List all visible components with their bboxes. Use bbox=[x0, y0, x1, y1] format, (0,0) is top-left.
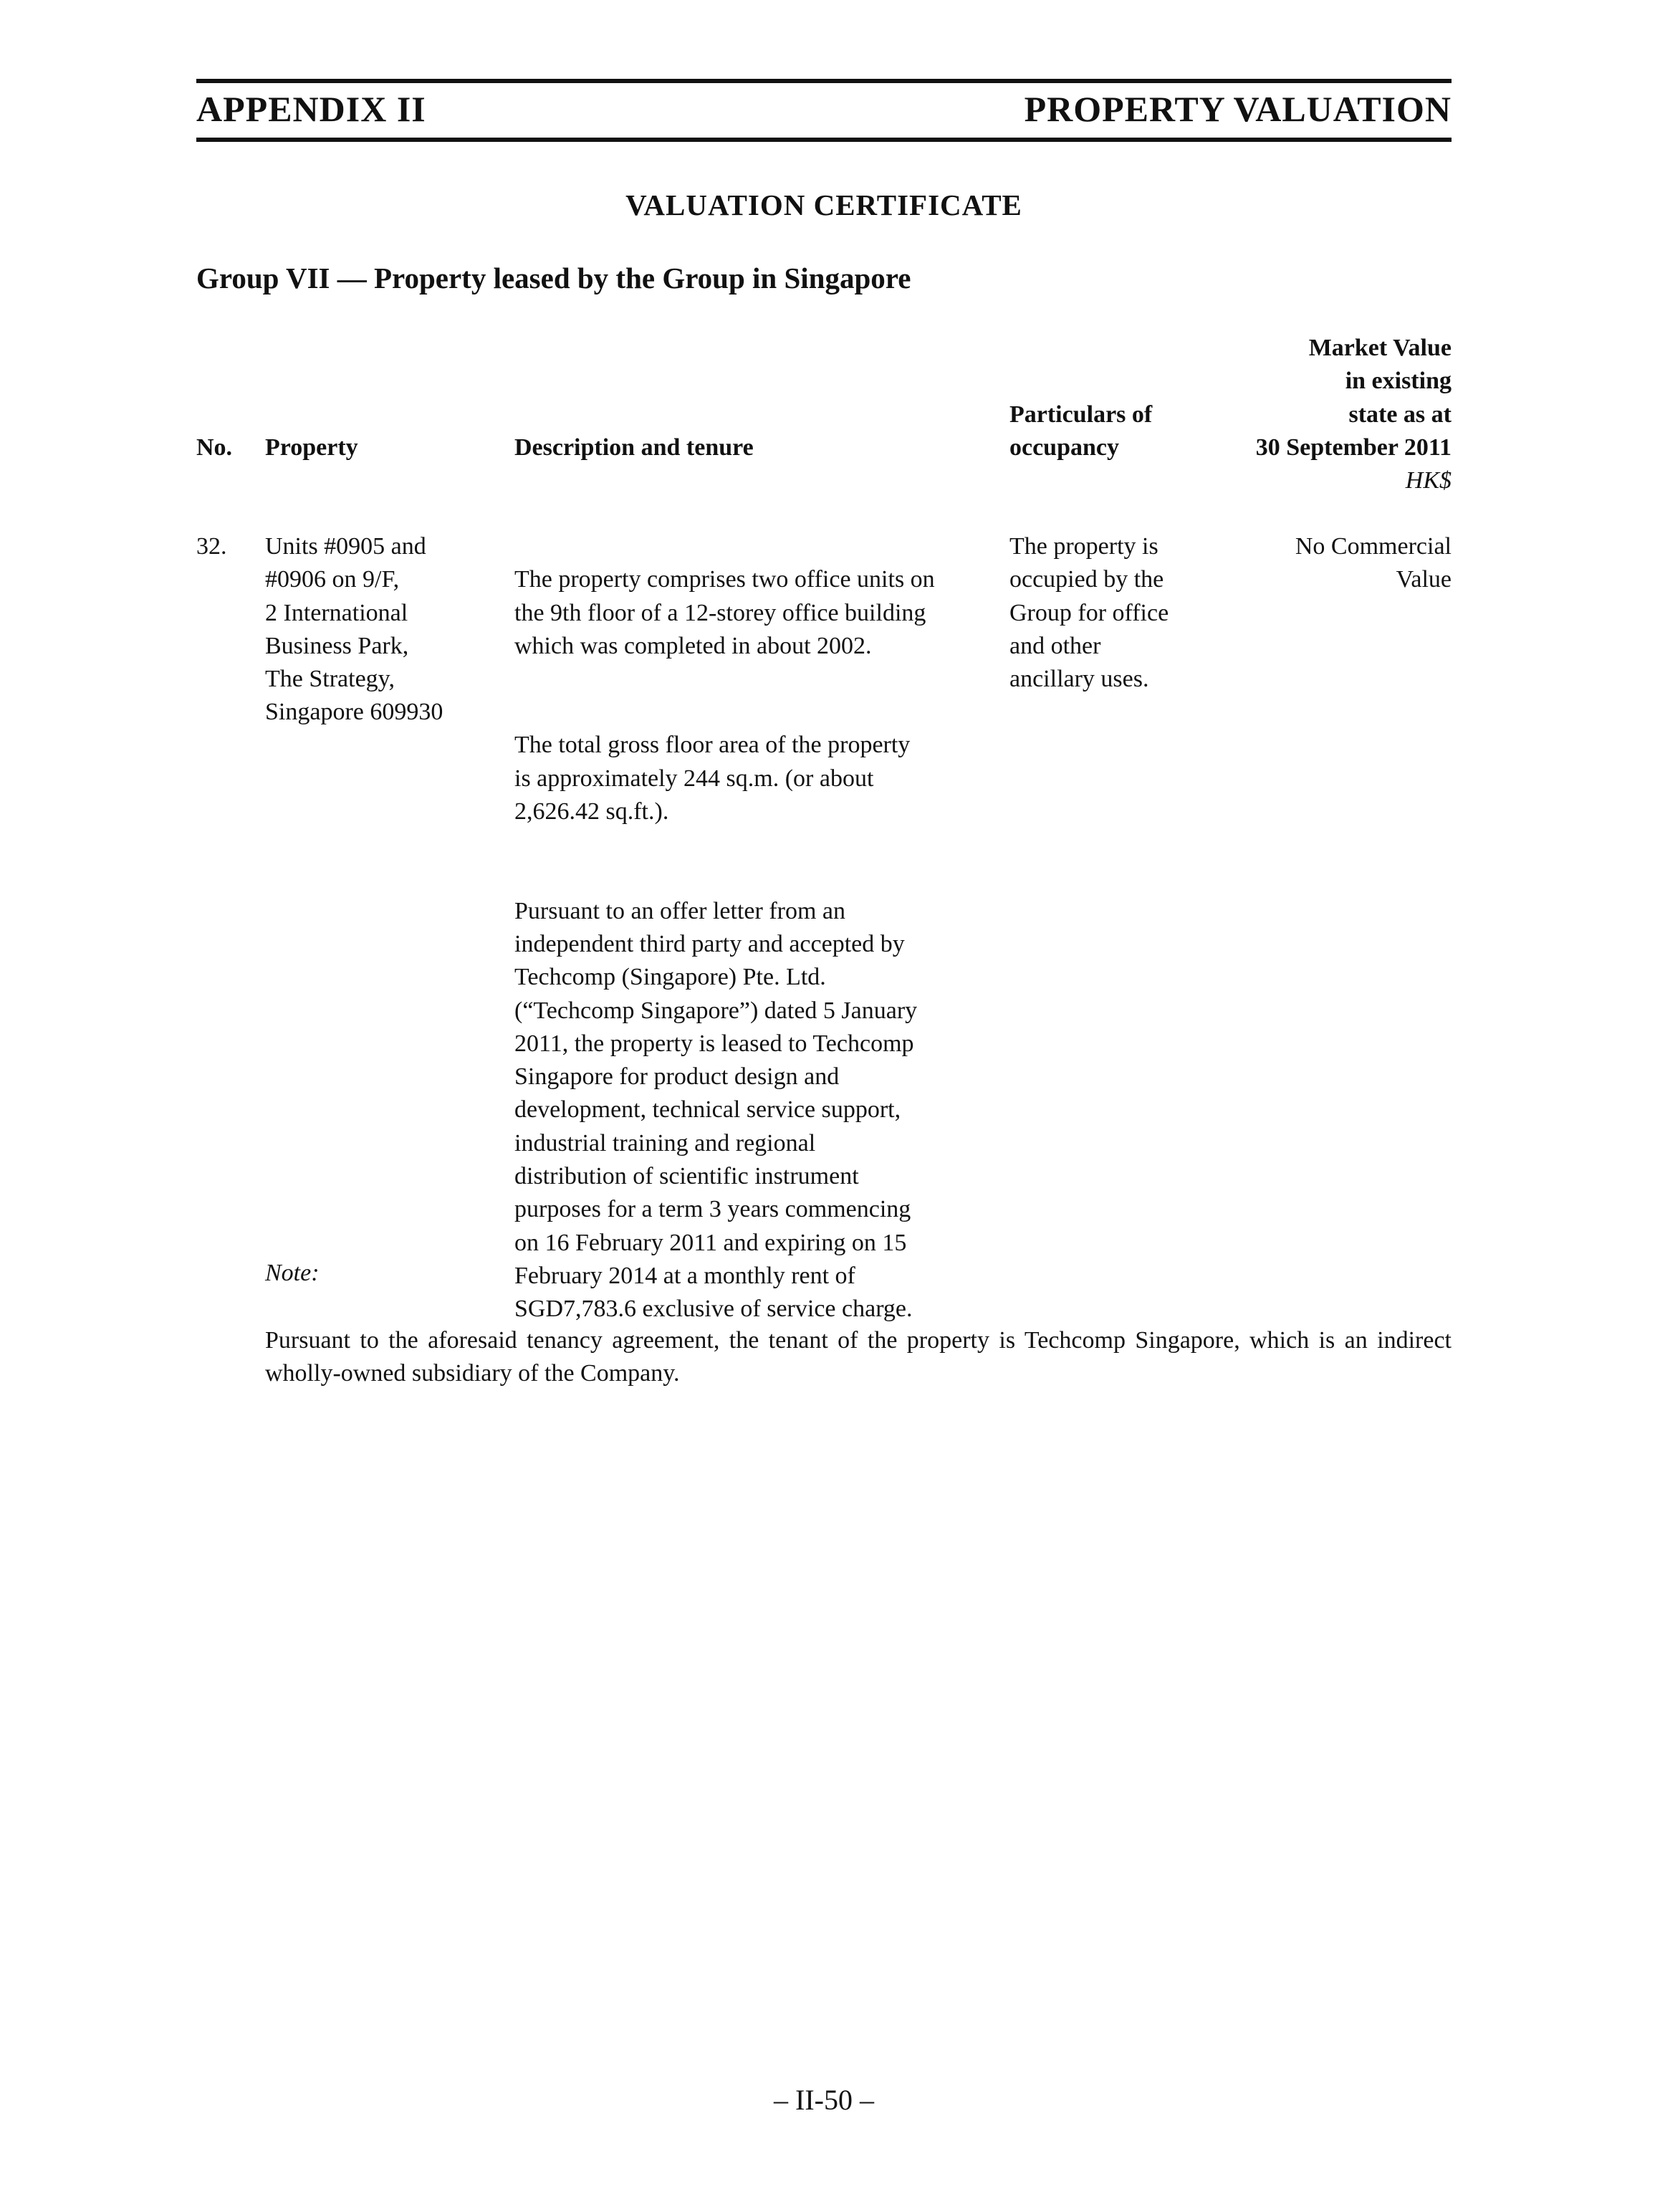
group-title: Group VII — Property leased by the Group in Singapore bbox=[196, 262, 911, 295]
row-occupancy: The property is occupied by the Group for office and other ancillary uses. bbox=[1009, 533, 1169, 693]
description-paragraph: Pursuant to an offer letter from an independent third party and accepted by Techcomp (Singapore) Pte. Ltd. (“Techcomp Singapore”) dated 5 January 2011, the property is leased to Techcomp Singapore for product design and development, technical service support, industrial training and regional distribution of scientific instrument purposes for a term 3 years commencing on 16 February 2011 and expiring on 15 February 2014 at a monthly rent of SGD7,783.6 exclusive of service charge. bbox=[514, 897, 918, 1323]
header-occupancy: Particulars of occupancy bbox=[1009, 401, 1153, 461]
appendix-label: APPENDIX II bbox=[196, 89, 426, 129]
row-description bbox=[514, 530, 1009, 1392]
header-no: No. bbox=[196, 434, 233, 461]
description-paragraph: The property comprises two office units on the 9th floor of a 12-storey office building which was completed in about 2002. bbox=[514, 566, 935, 659]
row-property-address: Units #0905 and #0906 on 9/F, 2 International Business Park, The Strategy, Singapore 609930 bbox=[265, 533, 443, 726]
header-property: Property bbox=[265, 434, 358, 461]
note-text: Pursuant to the aforesaid tenancy agreement, the tenant of the property is Techcomp Singapore, which is an indirect wholly-owned subsidiary of the Company. bbox=[265, 1327, 1452, 1387]
note-label: Note: bbox=[265, 1260, 320, 1286]
header-description: Description and tenure bbox=[514, 434, 754, 461]
description-paragraph: The total gross floor area of the property is approximately 244 sq.m. (or about 2,626.42 sq.ft.). bbox=[514, 732, 911, 825]
header-top-rule bbox=[196, 79, 1452, 83]
header-market-value: Market Value in existing state as at 30 September 2011 bbox=[1255, 335, 1452, 461]
document-page bbox=[196, 0, 1452, 2212]
section-title: PROPERTY VALUATION bbox=[1024, 89, 1452, 129]
certificate-title: VALUATION CERTIFICATE bbox=[625, 188, 1022, 221]
row-market-value: No Commercial Value bbox=[1295, 533, 1452, 593]
header-bottom-rule bbox=[196, 138, 1452, 142]
row-number: 32. bbox=[196, 533, 227, 560]
page-number: – II-50 – bbox=[774, 2084, 874, 2116]
header-currency: HK$ bbox=[1405, 467, 1452, 494]
